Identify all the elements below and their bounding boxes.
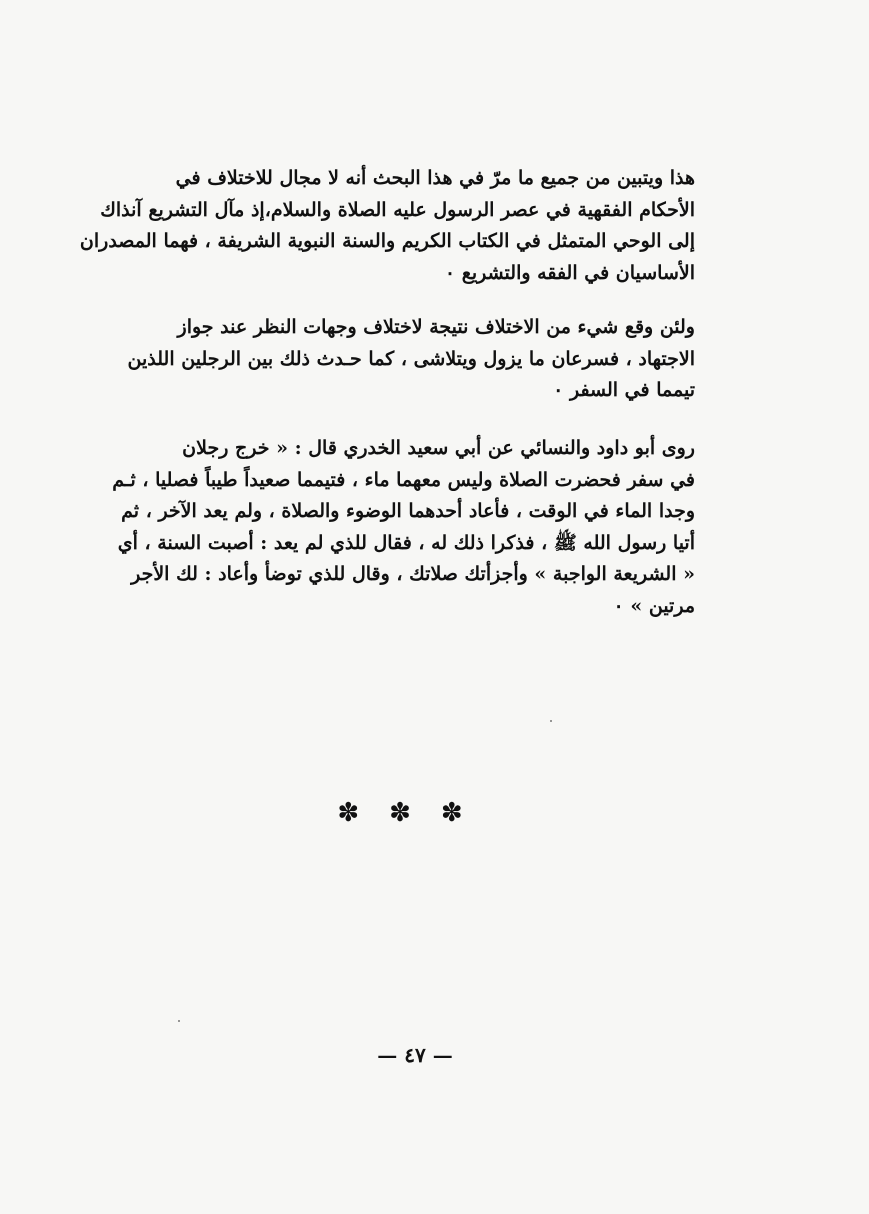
- text-line: الأحكام الفقهية في عصر الرسول عليه الصلاة والسلام،إذ مآل التشريع آنذاك: [100, 198, 695, 221]
- text-line: الأساسيان في الفقه والتشريع ٠: [444, 261, 695, 284]
- page-number: — ٤٧ —: [377, 1043, 453, 1067]
- text-line: الاجتهاد ، فسرعان ما يزول ويتلاشى ، كما حـدث ذلك بين الرجلين اللذين: [127, 347, 695, 370]
- paragraph-hadith: [112, 433, 695, 622]
- text-line: أتيا رسول الله ﷺ ، فذكرا ذلك له ، فقال للذي لم يعد : أصبت السنة ، أي: [117, 531, 695, 554]
- section-separator-stars: ✽✽✽: [337, 798, 493, 828]
- text-line: « الشريعة الواجبة » وأجزأتك صلاتك ، وقال للذي توضأ وأعاد : لك الأجر: [131, 563, 695, 585]
- text-line: إلى الوحي المتمثل في الكتاب الكريم والسنة النبوية الشريفة ، فهما المصدران: [79, 230, 695, 252]
- paragraph-disagreement: [127, 312, 695, 407]
- text-line: تيمما في السفر ٠: [553, 379, 695, 401]
- text-line: ولئن وقع شيء من الاختلاف نتيجة لاختلاف وجهات النظر عند جواز: [177, 316, 695, 338]
- print-speck: [550, 720, 552, 722]
- paragraph-conclusion: [79, 163, 695, 289]
- text-line: روى أبو داود والنسائي عن أبي سعيد الخدري قال : « خرج رجلان: [182, 437, 695, 459]
- text-line: في سفر فحضرت الصلاة وليس معهما ماء ، فتيمما صعيداً طيباً فصليا ، ثـم: [112, 468, 695, 491]
- text-line: مرتين » ٠: [613, 594, 695, 617]
- text-line: هذا ويتبين من جميع ما مرّ في هذا البحث أنه لا مجال للاختلاف في: [175, 167, 695, 189]
- text-line: وجدا الماء في الوقت ، فأعاد أحدهما الوضوء والصلاة ، ولم يعد الآخر ، ثم: [121, 500, 695, 522]
- print-speck: [178, 1020, 180, 1022]
